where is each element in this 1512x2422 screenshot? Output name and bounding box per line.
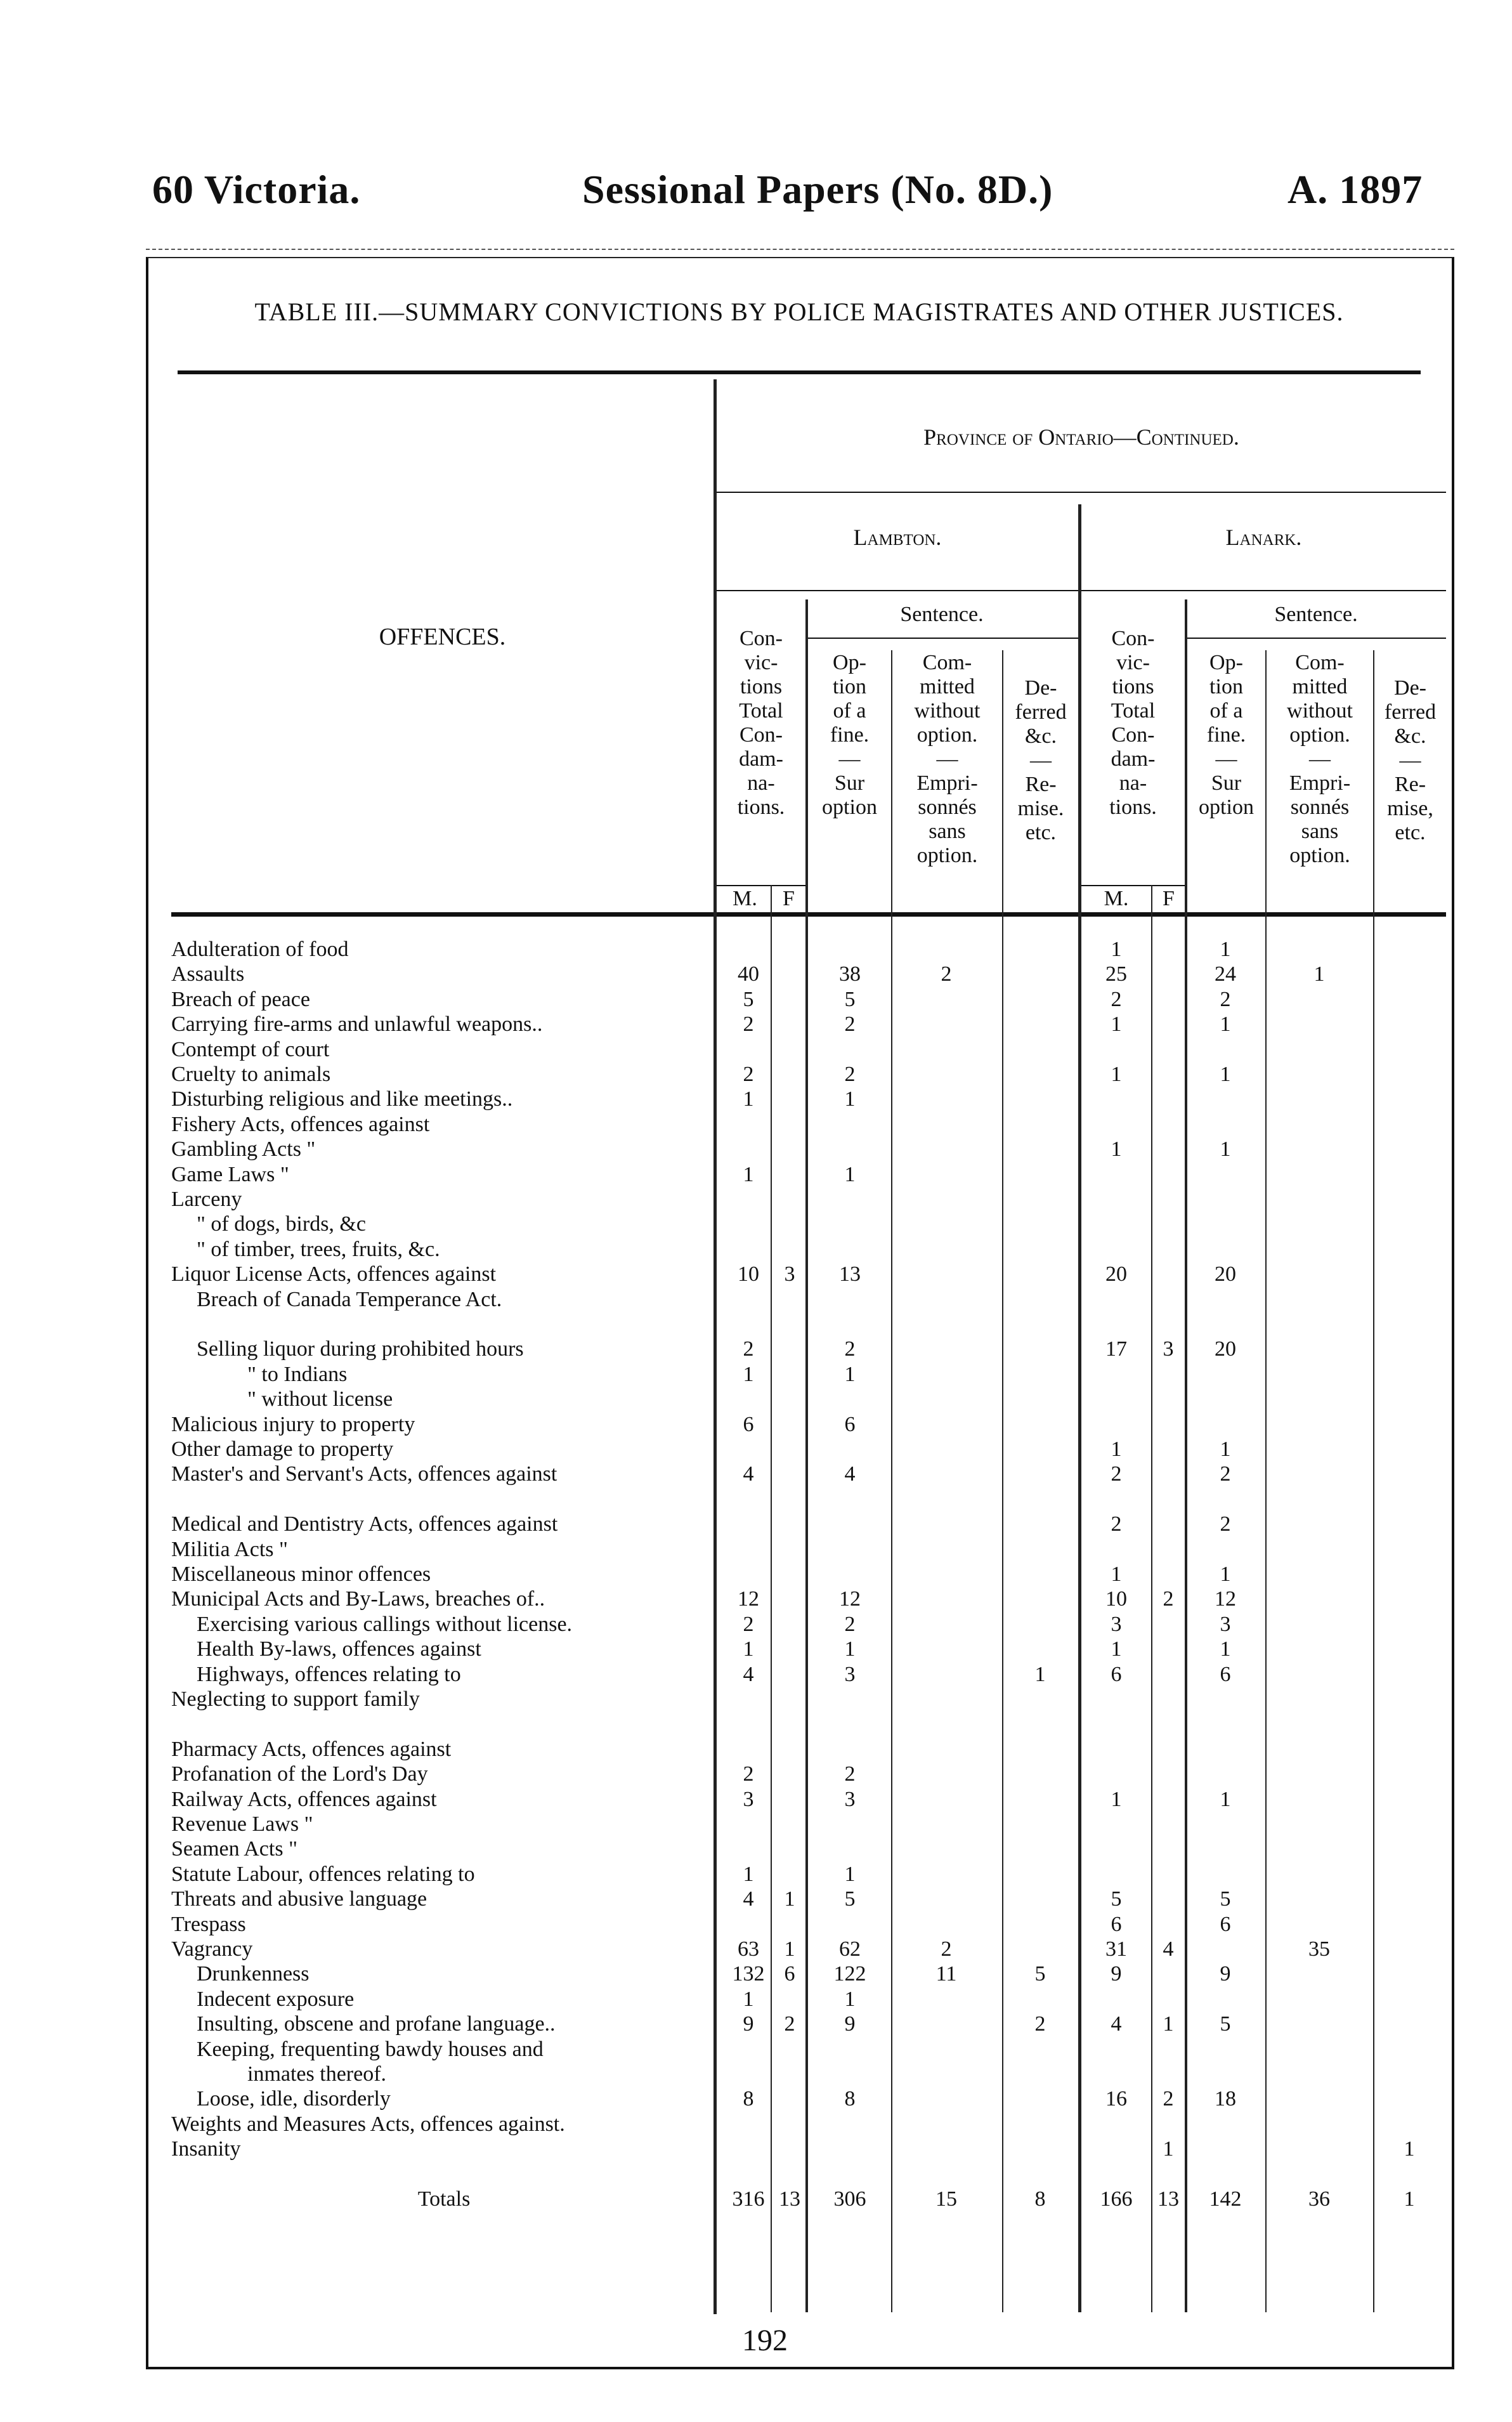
value-cell: 4	[1163, 1937, 1174, 1961]
offence-label: Insulting, obscene and profane language..	[197, 2012, 556, 2036]
value-cell: 306	[833, 2187, 866, 2211]
table-row	[171, 1087, 1446, 1111]
value-cell: 3	[1163, 1337, 1174, 1361]
value-cell: 1	[1111, 1637, 1122, 1661]
female-header-lambton: F	[783, 887, 795, 910]
offence-label: Fishery Acts, offences against	[171, 1112, 430, 1136]
province-rule	[717, 492, 1446, 493]
offence-label: Revenue Laws "	[171, 1812, 313, 1836]
table-row	[171, 1937, 1446, 1961]
offence-label: Highways, offences relating to	[197, 1662, 461, 1686]
offence-label: Master's and Servant's Acts, offences against	[171, 1462, 557, 1486]
value-cell: 3	[1220, 1612, 1231, 1636]
value-cell: 1	[1220, 1137, 1231, 1162]
offence-label: Neglecting to support family	[171, 1687, 420, 1711]
table-row	[171, 1538, 1446, 1562]
male-header-lambton: M.	[733, 887, 757, 910]
value-cell: 1	[1404, 2187, 1415, 2211]
value-cell: 40	[738, 962, 759, 986]
offence-label: Militia Acts "	[171, 1537, 288, 1561]
value-cell: 2	[1111, 1462, 1122, 1486]
table-row	[171, 1038, 1446, 1062]
convictions-header-lanark: Con- vic- tions Total Con- dam- na- tions.	[1109, 627, 1157, 819]
value-cell: 1	[743, 1637, 754, 1661]
value-cell: 2	[844, 1762, 856, 1786]
value-cell: 31	[1105, 1937, 1127, 1961]
value-cell: 1	[1404, 2137, 1415, 2161]
table-row	[171, 2137, 1446, 2161]
value-cell: 2	[844, 1337, 856, 1361]
table-row	[171, 1188, 1446, 1212]
table-row	[171, 2038, 1446, 2062]
value-cell: 35	[1308, 1937, 1330, 1961]
value-cell: 6	[1220, 1662, 1231, 1686]
table-row	[171, 2163, 1446, 2187]
value-cell: 2	[844, 1012, 856, 1037]
header-right: A. 1897	[1287, 167, 1423, 212]
value-cell: 166	[1100, 2187, 1133, 2211]
table-title: TABLE III.—SUMMARY CONVICTIONS BY POLICE MAGISTRATES AND OTHER JUSTICES.	[254, 298, 1344, 326]
offence-label: Loose, idle, disorderly	[197, 2087, 391, 2111]
value-cell: 1	[1111, 1012, 1122, 1037]
table-row	[171, 1137, 1446, 1162]
sex-rule-lanark	[1078, 885, 1186, 886]
value-cell: 9	[1111, 1962, 1122, 1986]
table-row	[171, 1663, 1446, 1687]
table-row	[171, 1962, 1446, 1986]
value-cell: 1	[1220, 1637, 1231, 1661]
table-row	[171, 1512, 1446, 1536]
value-cell: 10	[738, 1262, 759, 1286]
value-cell: 1	[1220, 1012, 1231, 1037]
value-cell: 1	[743, 1162, 754, 1186]
value-cell: 1	[1111, 1137, 1122, 1162]
value-cell: 316	[732, 2187, 765, 2211]
value-cell: 1	[784, 1887, 795, 1911]
table-row	[171, 1488, 1446, 1512]
value-cell: 1	[743, 1087, 754, 1111]
value-cell: 16	[1105, 2087, 1127, 2111]
value-cell: 1	[1163, 2137, 1174, 2161]
offence-label: Indecent exposure	[197, 1987, 355, 2011]
deferred-header-lambton: De- ferred &c. — Re- mise. etc.	[1015, 676, 1067, 844]
value-cell: 62	[839, 1937, 861, 1961]
value-cell: 1	[1220, 1437, 1231, 1461]
title-rule	[178, 370, 1421, 374]
offence-label: Vagrancy	[171, 1937, 253, 1961]
table-row	[171, 1837, 1446, 1861]
table-row	[171, 1163, 1446, 1187]
value-cell: 1	[844, 1987, 856, 2011]
sentence-rule-lambton	[805, 638, 1078, 639]
value-cell: 2	[743, 1762, 754, 1786]
value-cell: 1	[1111, 1562, 1122, 1586]
offence-label: Selling liquor during prohibited hours	[197, 1337, 524, 1361]
table-row	[171, 1712, 1446, 1736]
value-cell: 20	[1215, 1337, 1236, 1361]
offence-label: Seamen Acts "	[171, 1837, 297, 1861]
offence-label: Assaults	[171, 962, 245, 986]
table-row	[171, 2087, 1446, 2111]
committed-header-lanark: Com- mitted without option. — Empri- sonnés sans option.	[1287, 651, 1353, 867]
value-cell: 5	[844, 987, 856, 1011]
district-lambton: Lambton.	[853, 525, 942, 550]
value-cell: 1	[1034, 1662, 1046, 1686]
table-row	[171, 2062, 1446, 2086]
deferred-header-lanark: De- ferred &c. — Re- mise, etc.	[1384, 676, 1437, 844]
value-cell: 1	[1220, 1063, 1231, 1086]
value-cell: 1	[743, 1987, 754, 2011]
table-row	[171, 1862, 1446, 1887]
value-cell: 36	[1308, 2187, 1330, 2211]
offence-label: Totals	[417, 2187, 471, 2211]
value-cell: 1	[844, 1087, 856, 1111]
sentence-rule-lanark	[1186, 638, 1446, 639]
option-header-lambton: Op- tion of a fine. — Sur option	[822, 651, 877, 819]
table-row	[171, 938, 1446, 962]
offence-label: Breach of Canada Temperance Act.	[197, 1287, 502, 1311]
sentence-heading-lambton: Sentence.	[900, 603, 984, 626]
table-row	[171, 1613, 1446, 1637]
table-row	[171, 1238, 1446, 1262]
value-cell: 1	[743, 1862, 754, 1886]
table-row	[171, 1738, 1446, 1762]
value-cell: 5	[1034, 1962, 1046, 1986]
value-cell: 2	[1163, 1587, 1174, 1611]
value-cell: 20	[1215, 1262, 1236, 1286]
value-cell: 13	[1157, 2187, 1179, 2211]
value-cell: 1	[844, 1362, 856, 1386]
table-row	[171, 1788, 1446, 1812]
top-dashed-rule	[146, 249, 1454, 250]
value-cell: 1	[784, 1937, 795, 1961]
offence-label: " without license	[247, 1387, 393, 1411]
value-cell: 1	[1111, 938, 1122, 961]
value-cell: 2	[844, 1612, 856, 1636]
table-row	[171, 1887, 1446, 1911]
value-cell: 3	[844, 1662, 856, 1686]
offence-label: Miscellaneous minor offences	[171, 1562, 431, 1586]
offences-heading: OFFENCES.	[379, 624, 506, 650]
table-row	[171, 1462, 1446, 1486]
value-cell: 6	[1111, 1912, 1122, 1936]
table-row	[171, 1637, 1446, 1661]
offence-label: Health By-laws, offences against	[197, 1637, 481, 1661]
value-cell: 1	[743, 1362, 754, 1386]
offence-label: Gambling Acts "	[171, 1137, 316, 1162]
value-cell: 132	[732, 1962, 765, 1986]
value-cell: 9	[1220, 1962, 1231, 1986]
value-cell: 10	[1105, 1587, 1127, 1611]
value-cell: 17	[1105, 1337, 1127, 1361]
offence-label: Game Laws "	[171, 1162, 289, 1186]
table-row	[171, 1012, 1446, 1037]
value-cell: 18	[1215, 2087, 1236, 2111]
value-cell: 2	[743, 1012, 754, 1037]
offence-label: Carrying fire-arms and unlawful weapons..	[171, 1012, 543, 1037]
value-cell: 2	[1163, 2087, 1174, 2111]
value-cell: 1	[1220, 1562, 1231, 1586]
value-cell: 2	[1111, 1512, 1122, 1536]
value-cell: 3	[1111, 1612, 1122, 1636]
value-cell: 13	[839, 1262, 861, 1286]
value-cell: 5	[1220, 2012, 1231, 2036]
value-cell: 2	[743, 1612, 754, 1636]
value-cell: 142	[1209, 2187, 1242, 2211]
table-row	[171, 1212, 1446, 1236]
table-row	[171, 1587, 1446, 1611]
table-row	[171, 1812, 1446, 1836]
value-cell: 2	[1034, 2012, 1046, 2036]
value-cell: 4	[743, 1662, 754, 1686]
province-heading: Province of Ontario—Continued.	[923, 424, 1239, 450]
offence-label: Municipal Acts and By-Laws, breaches of..	[171, 1587, 545, 1611]
value-cell: 6	[1220, 1912, 1231, 1936]
value-cell: 4	[844, 1462, 856, 1486]
offence-label: Disturbing religious and like meetings..	[171, 1087, 513, 1111]
table-row	[171, 1687, 1446, 1712]
value-cell: 2	[743, 1063, 754, 1086]
value-cell: 2	[844, 1063, 856, 1086]
value-cell: 38	[839, 962, 861, 986]
value-cell: 1	[1111, 1787, 1122, 1811]
table-row	[171, 2112, 1446, 2137]
value-cell: 2	[1220, 1512, 1231, 1536]
convictions-header-lambton: Con- vic- tions Total Con- dam- na- tions.	[737, 627, 785, 819]
value-cell: 1	[1111, 1437, 1122, 1461]
table-row	[171, 1337, 1446, 1361]
offence-label: Weights and Measures Acts, offences against.	[171, 2112, 565, 2136]
table-row	[171, 1913, 1446, 1937]
value-cell: 4	[1111, 2012, 1122, 2036]
value-cell: 6	[1111, 1662, 1122, 1686]
table-row	[171, 2187, 1446, 2211]
offence-label: Drunkenness	[197, 1962, 310, 1986]
value-cell: 3	[743, 1787, 754, 1811]
page-number: 192	[742, 2324, 788, 2357]
value-cell: 25	[1105, 962, 1127, 986]
offence-label: Insanity	[171, 2137, 241, 2161]
header-left: 60 Victoria.	[152, 167, 361, 212]
female-header-lanark: F	[1163, 887, 1175, 910]
value-cell: 63	[738, 1937, 759, 1961]
offence-label: Cruelty to animals	[171, 1063, 331, 1086]
offence-label: inmates thereof.	[247, 2062, 387, 2086]
table-row	[171, 1288, 1446, 1312]
value-cell: 8	[743, 2087, 754, 2111]
offence-label: Contempt of court	[171, 1037, 330, 1061]
offence-label: Breach of peace	[171, 987, 310, 1011]
table-row	[171, 1762, 1446, 1786]
value-cell: 1	[844, 1162, 856, 1186]
value-cell: 5	[743, 987, 754, 1011]
sentence-heading-lanark: Sentence.	[1274, 603, 1358, 626]
table-row	[171, 1063, 1446, 1087]
value-cell: 4	[743, 1462, 754, 1486]
value-cell: 5	[844, 1887, 856, 1911]
sex-rule-lambton	[717, 885, 805, 886]
header-center: Sessional Papers (No. 8D.)	[582, 167, 1053, 212]
table-row	[171, 1363, 1446, 1387]
offence-label: Larceny	[171, 1188, 242, 1211]
value-cell: 1	[1163, 2012, 1174, 2036]
value-cell: 8	[1034, 2187, 1046, 2211]
offence-label: Statute Labour, offences relating to	[171, 1862, 475, 1886]
offence-label: Malicious injury to property	[171, 1412, 415, 1436]
committed-header-lambton: Com- mitted without option. — Empri- sonnés sans option.	[914, 651, 981, 867]
value-cell: 2	[1220, 1462, 1231, 1486]
value-cell: 9	[743, 2012, 754, 2036]
table-row	[171, 1113, 1446, 1137]
value-cell: 12	[738, 1587, 759, 1611]
value-cell: 8	[844, 2087, 856, 2111]
value-cell: 5	[1220, 1887, 1231, 1911]
value-cell: 1	[1313, 962, 1325, 986]
value-cell: 1	[844, 1862, 856, 1886]
value-cell: 4	[743, 1887, 754, 1911]
table-row	[171, 962, 1446, 986]
offence-label: " to Indians	[247, 1362, 348, 1386]
value-cell: 122	[833, 1962, 866, 1986]
option-header-lanark: Op- tion of a fine. — Sur option	[1199, 651, 1254, 819]
table-row	[171, 988, 1446, 1012]
value-cell: 9	[844, 2012, 856, 2036]
offence-label: Railway Acts, offences against	[171, 1787, 437, 1811]
value-cell: 2	[1111, 987, 1122, 1011]
value-cell: 3	[844, 1787, 856, 1811]
district-rule	[717, 590, 1446, 591]
offence-label: " of dogs, birds, &c	[197, 1212, 366, 1236]
table-row	[171, 1562, 1446, 1587]
offence-label: Other damage to property	[171, 1437, 394, 1461]
table-row	[171, 1987, 1446, 2012]
value-cell: 2	[941, 962, 952, 986]
offence-label: Pharmacy Acts, offences against	[171, 1737, 452, 1761]
value-cell: 2	[1220, 987, 1231, 1011]
table-row	[171, 1387, 1446, 1411]
value-cell: 1	[1220, 938, 1231, 961]
table-row	[171, 1437, 1446, 1462]
table-row	[171, 1262, 1446, 1286]
value-cell: 1	[1220, 1787, 1231, 1811]
offence-label: Liquor License Acts, offences against	[171, 1262, 497, 1286]
table-row	[171, 1312, 1446, 1337]
value-cell: 12	[1215, 1587, 1236, 1611]
district-lanark: Lanark.	[1225, 525, 1302, 550]
value-cell: 1	[1111, 1063, 1122, 1086]
offence-label: " of timber, trees, fruits, &c.	[197, 1237, 440, 1261]
value-cell: 2	[743, 1337, 754, 1361]
value-cell: 13	[779, 2187, 800, 2211]
value-cell: 11	[935, 1962, 957, 1986]
value-cell: 20	[1105, 1262, 1127, 1286]
value-cell: 6	[743, 1412, 754, 1436]
value-cell: 15	[935, 2187, 957, 2211]
value-cell: 1	[844, 1637, 856, 1661]
offence-label: Trespass	[171, 1912, 246, 1936]
value-cell: 12	[839, 1587, 861, 1611]
table-row	[171, 1413, 1446, 1437]
value-cell: 24	[1215, 962, 1236, 986]
male-header-lanark: M.	[1104, 887, 1129, 910]
offence-label: Medical and Dentistry Acts, offences against	[171, 1512, 558, 1536]
offence-label: Profanation of the Lord's Day	[171, 1762, 428, 1786]
offence-label: Adulteration of food	[171, 938, 349, 961]
value-cell: 5	[1111, 1887, 1122, 1911]
offence-label: Threats and abusive language	[171, 1887, 427, 1911]
value-cell: 6	[784, 1962, 795, 1986]
value-cell: 2	[784, 2012, 795, 2036]
offence-label: Exercising various callings without license.	[197, 1612, 573, 1636]
offence-label: Keeping, frequenting bawdy houses and	[197, 2037, 544, 2061]
value-cell: 2	[941, 1937, 952, 1961]
value-cell: 6	[844, 1412, 856, 1436]
table-row	[171, 2012, 1446, 2036]
value-cell: 3	[784, 1262, 795, 1286]
header-bottom-rule	[171, 912, 1446, 917]
